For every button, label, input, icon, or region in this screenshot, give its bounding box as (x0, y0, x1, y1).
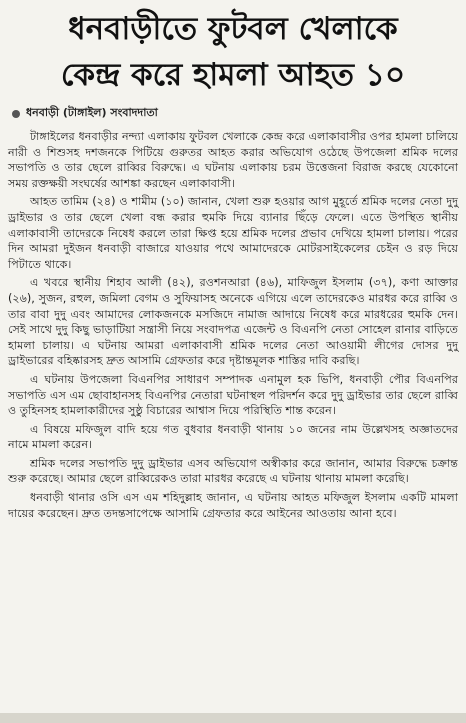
byline (12, 104, 458, 123)
paragraph-5: এ বিষয়ে মফিজুল বাদি হয়ে গত বুধবার ধনবাড়ী থানায় ১০ জনের নাম উল্লেখসহ অজ্ঞাতদের নামে মামলা করেন। (8, 422, 458, 452)
article-body (8, 129, 458, 521)
headline-line-2: কেন্দ্র করে হামলা আহত ১০ (60, 57, 406, 93)
paragraph-6: শ্রমিক দলের সভাপতি দুদু ড্রাইভার এসব অভিযোগ অস্বীকার করে জানান, আমার বিরুদ্ধে চক্রান্ত শুরু করেছে। আমার ছেলে রাব্বিরেকও তারা মারধর করেছে এ ঘটনায় থানায় মামলা করেছি। (8, 456, 458, 486)
paragraph-7: ধনবাড়ী থানার ওসি এস এম শহিদুল্লাহ জানান, এ ঘটনায় আহত মফিজুল ইসলাম একটি মামলা দায়ের করেছেন। দ্রুত তদন্তসাপেক্ষে আসামি গ্রেফতার করে আইনের আওতায় আনা হবে। (8, 491, 458, 520)
paragraph-2: আহত তামিম (২৪) ও শামীম (১০) জানান, খেলা শুরু হওয়ার আগ মুহূর্তে শ্রমিক দলের নেতা দুদু ড্রাইভার ও তার ছেলে খেলা বন্ধ করার হুমকি দিয়ে ব্যানার ছিঁড়ে ফেলে। এতে উপস্থিত স্থানীয় এলাকাবাসী তাদেরকে নিষেধ করলে তারা ক্ষিপ্ত হয়ে শ্রমিক দলের প্রভাব দেখিয়ে হামলা চালায়। পরের দিন আমরা দুইজন ধনবাড়ী বাজারে যাওয়ার পথে আমাদেরকে মোটরসাইকেলের চেইন ও রড় দিয়ে পিটাতে থাকে। (8, 195, 458, 271)
bullet-dot-icon (12, 110, 20, 118)
paragraph-1: টাঙ্গাইলের ধনবাড়ীর নন্দ্যা এলাকায় ফুটবল খেলাকে কেন্দ্র করে এলাকাবাসীর ওপর হামলা চালিয়ে নারী ও শিশুসহ দশজনকে পিটিয়ে গুরুতর আহত করার অভিযোগ ওঠেছে উপজেলা শ্রমিক দলের সভাপতি ও তার ছেলে রাব্বির বিরুদ্ধে। এ ঘটনায় এলাকায় চরম উত্তেজনা বিরাজ করছে যেকোনো সময় রক্তক্ষয়ী সংঘর্ষের আশঙ্কা করছেন এলাকাবাসী। (8, 130, 458, 190)
paragraph-3: এ খবরে স্থানীয় শিহাব আলী (৪২), রওশনআরা (৪৬), মাফিজুল ইসলাম (৩৭), কণা আক্তার (২৬), সুজন, রহুল, জমিলা বেগম ও সুফিয়াসহ অনেকে এগিয়ে এলে তাদেরকেও মারধর করে রাব্বি ও তার বাবা দুদু এবং আমাদের লোকজনকে মসজিদে নামাজ আদায়ে নিষেধ করে মারধরের হুমকি দেন। সেই সাথে দুদু কিছু ভাড়াটিয়া সন্ত্রাসী নিয়ে সংবাদপত্র এজেন্ট ও বিএনপি নেতা সোহেল রানার বাড়িতে হামলা চালায়। এ ঘটনায় আমরা এলাকাবাসী শ্রমিক দলের নেতা আওয়ামী লীগের দোসর দুদু ড্রাইভারের বহিষ্কারসহ দ্রুত আসামি গ্রেফতার করে দৃষ্টান্তমূলক শাস্তির দাবি করছি। (8, 276, 458, 368)
headline (8, 6, 458, 98)
byline-text: ধনবাড়ী (টাঙ্গাইল) সংবাদদাতা (26, 106, 158, 119)
page-bottom-edge (0, 713, 466, 723)
paragraph-4: এ ঘটনায় উপজেলা বিএনপির সাধারণ সম্পাদক এনামুল হক ভিপি, ধনবাড়ী পৌর বিএনপির সভাপতি এস এম ছোবাহানসহ বিএনপির নেতারা ঘটনাস্থল পরিদর্শন করে দুদু ড্রাইভার তার ছেলে রাব্বি ও তুহিনসহ হামলাকারীদের সুষ্ঠু বিচারের আশ্বাস দিয়ে পরিস্থিতি শান্ত করেন। (8, 372, 458, 418)
headline-line-1: ধনবাড়ীতে ফুটবল খেলাকে (68, 11, 398, 47)
